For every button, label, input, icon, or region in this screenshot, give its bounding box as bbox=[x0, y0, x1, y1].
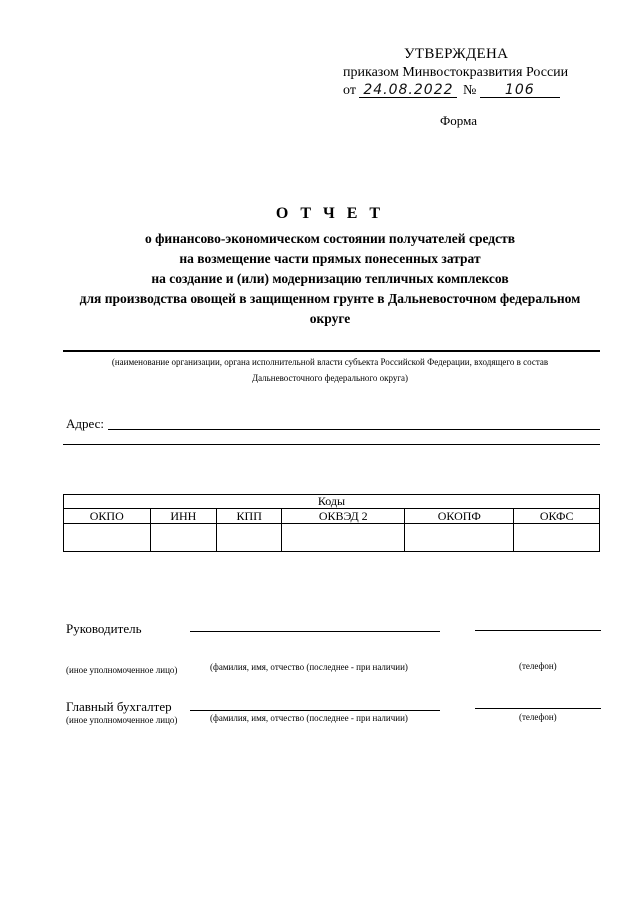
report-title-line: округе bbox=[309, 311, 351, 326]
report-title-line: для производства овощей в защищенном грунте в Дальневосточном федеральном bbox=[79, 291, 581, 306]
approval-date: 24.08.2022 bbox=[359, 83, 457, 98]
organization-name-line[interactable] bbox=[63, 350, 600, 352]
approval-number: 106 bbox=[480, 83, 560, 98]
codes-column-okfs: ОКФС bbox=[514, 509, 600, 524]
director-phone-caption: (телефон) bbox=[519, 661, 557, 671]
director-phone-line[interactable] bbox=[475, 630, 601, 631]
report-title bbox=[60, 205, 600, 329]
form-label: Форма bbox=[440, 113, 477, 128]
signature-title-director: Руководитель bbox=[66, 621, 142, 636]
date-prefix: от bbox=[343, 83, 356, 98]
address-line-1[interactable] bbox=[108, 429, 600, 430]
codes-table-header: Коды bbox=[64, 495, 600, 509]
report-title-line: о финансово-экономическом состоянии получателей средств bbox=[144, 231, 516, 246]
director-name-caption: (фамилия, имя, отчество (последнее - при наличии) bbox=[210, 662, 408, 672]
codes-value-okopf[interactable] bbox=[405, 524, 514, 552]
address-label: Адрес: bbox=[66, 416, 104, 431]
codes-column-kpp: КПП bbox=[217, 509, 282, 524]
codes-value-okpo[interactable] bbox=[64, 524, 151, 552]
report-title-line: на возмещение части прямых понесенных затрат bbox=[179, 251, 481, 266]
accountant-name-line[interactable] bbox=[190, 710, 440, 711]
codes-table bbox=[63, 494, 600, 552]
report-title-main: О Т Ч Е Т bbox=[275, 205, 385, 222]
number-prefix: № bbox=[462, 83, 477, 98]
accountant-phone-line[interactable] bbox=[475, 708, 601, 709]
organization-caption-line: (наименование организации, органа исполнительной власти субъекта Российской Федерации, входящего в состав bbox=[111, 357, 549, 367]
codes-column-okved2: ОКВЭД 2 bbox=[282, 509, 405, 524]
director-name-line[interactable] bbox=[190, 631, 440, 632]
accountant-name-caption: (фамилия, имя, отчество (последнее - при наличии) bbox=[210, 713, 408, 723]
codes-column-okopf: ОКОПФ bbox=[405, 509, 514, 524]
codes-value-kpp[interactable] bbox=[217, 524, 282, 552]
organization-caption bbox=[60, 354, 600, 386]
address-line-2[interactable] bbox=[63, 444, 600, 445]
organization-caption-line: Дальневосточного федерального округа) bbox=[251, 373, 409, 383]
signature-subtitle-director: (иное уполномоченное лицо) bbox=[66, 665, 178, 675]
codes-value-inn[interactable] bbox=[150, 524, 217, 552]
signature-subtitle-accountant: (иное уполномоченное лицо) bbox=[66, 715, 178, 725]
codes-column-okpo: ОКПО bbox=[64, 509, 151, 524]
accountant-phone-caption: (телефон) bbox=[519, 712, 557, 722]
codes-value-okved2[interactable] bbox=[282, 524, 405, 552]
approval-order-line bbox=[343, 83, 560, 99]
signature-title-accountant: Главный бухгалтер bbox=[66, 699, 172, 714]
codes-column-inn: ИНН bbox=[150, 509, 217, 524]
codes-value-okfs[interactable] bbox=[514, 524, 600, 552]
approval-order-text: приказом Минвостокразвития России bbox=[343, 65, 569, 80]
report-title-line: на создание и (или) модернизацию тепличных комплексов bbox=[151, 271, 509, 286]
approval-heading: УТВЕРЖДЕНА bbox=[404, 46, 509, 62]
